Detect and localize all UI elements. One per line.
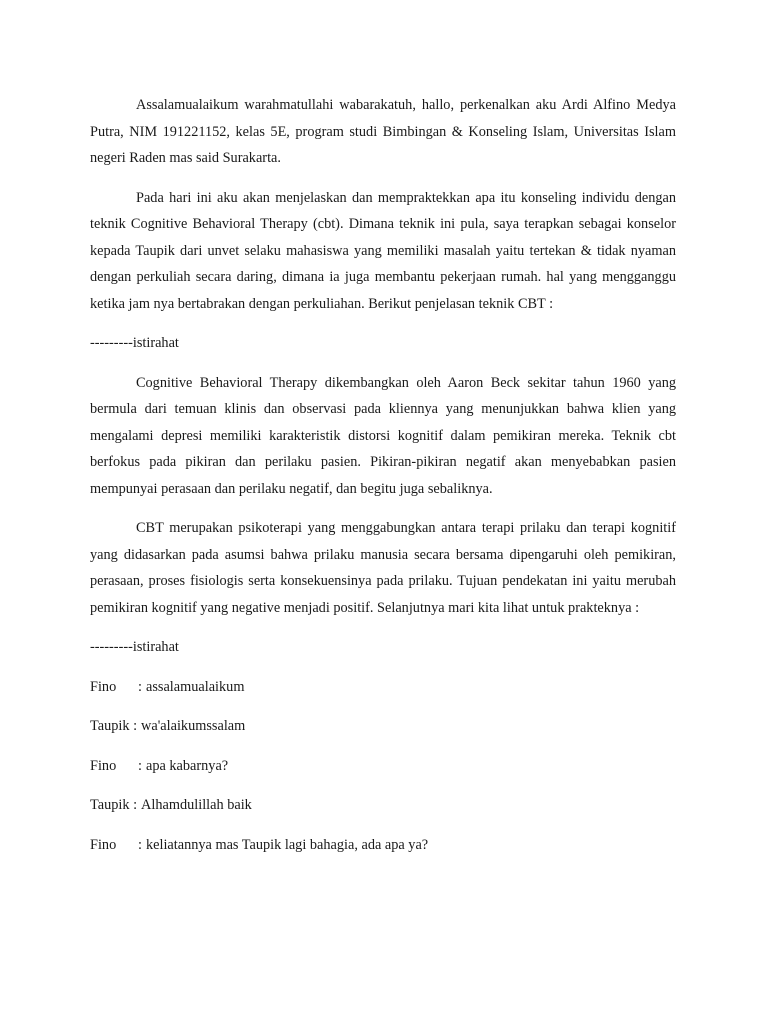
speaker-name: Fino <box>90 757 117 774</box>
dialogue-line <box>90 832 676 859</box>
cbt-history-paragraph: Cognitive Behavioral Therapy dikembangkan oleh Aaron Beck sekitar tahun 1960 yang bermula dari temuan klinis dan observasi pada kliennya yang menunjukkan bahwa klien yang mengalami depresi memiliki karakteristik distorsi kognitif dalam pemikiran mereka. Teknik cbt berfokus pada pikiran dan perilaku pasien. Pikiran-pikiran negatif akan menyebabkan pasien mempunyai perasaan dan perilaku negatif, dan begitu juga sebaliknya. <box>90 374 676 497</box>
speaker-colon: : <box>129 718 138 734</box>
speaker-colon: : <box>129 797 138 813</box>
speaker-colon: : <box>138 678 142 695</box>
document-page <box>90 92 676 871</box>
dialogue-line <box>90 792 676 819</box>
dialogue-text: assalamualaikum <box>145 678 245 695</box>
speaker-name: Taupik <box>90 718 130 734</box>
speaker-name: Fino <box>90 836 117 853</box>
cbt-definition-paragraph: CBT merupakan psikoterapi yang menggabungkan antara terapi prilaku dan terapi kognitif yang didasarkan pada asumsi bahwa prilaku manusia secara bersama dipengaruhi oleh pemikiran, perasaan, proses fisiologis serta konsekuensinya pada prilaku. Tujuan pendekatan ini yaitu merubah pemikiran kognitif yang negative menjadi positif. Selanjutnya mari kita lihat untuk prakteknya : <box>90 520 676 616</box>
speaker-name: Fino <box>90 678 117 695</box>
speaker-colon: : <box>138 836 142 853</box>
dialogue-line <box>90 674 676 701</box>
break-marker: ---------istirahat <box>90 639 179 655</box>
break-marker: ---------istirahat <box>90 335 179 351</box>
dialogue-text: Alhamdulillah baik <box>141 797 252 813</box>
dialogue-line <box>90 753 676 780</box>
purpose-paragraph: Pada hari ini aku akan menjelaskan dan mempraktekkan apa itu konseling individu dengan teknik Cognitive Behavioral Therapy (cbt). Dimana teknik ini pula, saya terapkan sebagai konselor kepada Taupik dari unvet selaku mahasiswa yang memiliki masalah yaitu tertekan & tidak nyaman dengan perkuliah secara daring, dimana ia juga membantu pekerjaan rumah. hal yang mengganggu ketika jam nya bertabrakan dengan perkuliahan. Berikut penjelasan teknik CBT : <box>90 189 676 312</box>
dialogue-text: keliatannya mas Taupik lagi bahagia, ada apa ya? <box>145 836 429 853</box>
dialogue-text: apa kabarnya? <box>145 757 229 774</box>
speaker-colon: : <box>138 757 142 774</box>
dialogue-text: wa'alaikumssalam <box>141 718 246 734</box>
speaker-name: Taupik <box>90 797 130 813</box>
intro-paragraph: Assalamualaikum warahmatullahi wabarakatuh, hallo, perkenalkan aku Ardi Alfino Medya Putra, NIM 191221152, kelas 5E, program studi Bimbingan & Konseling Islam, Universitas Islam negeri Raden mas said Surakarta. <box>90 97 676 166</box>
dialogue-line <box>90 713 676 740</box>
